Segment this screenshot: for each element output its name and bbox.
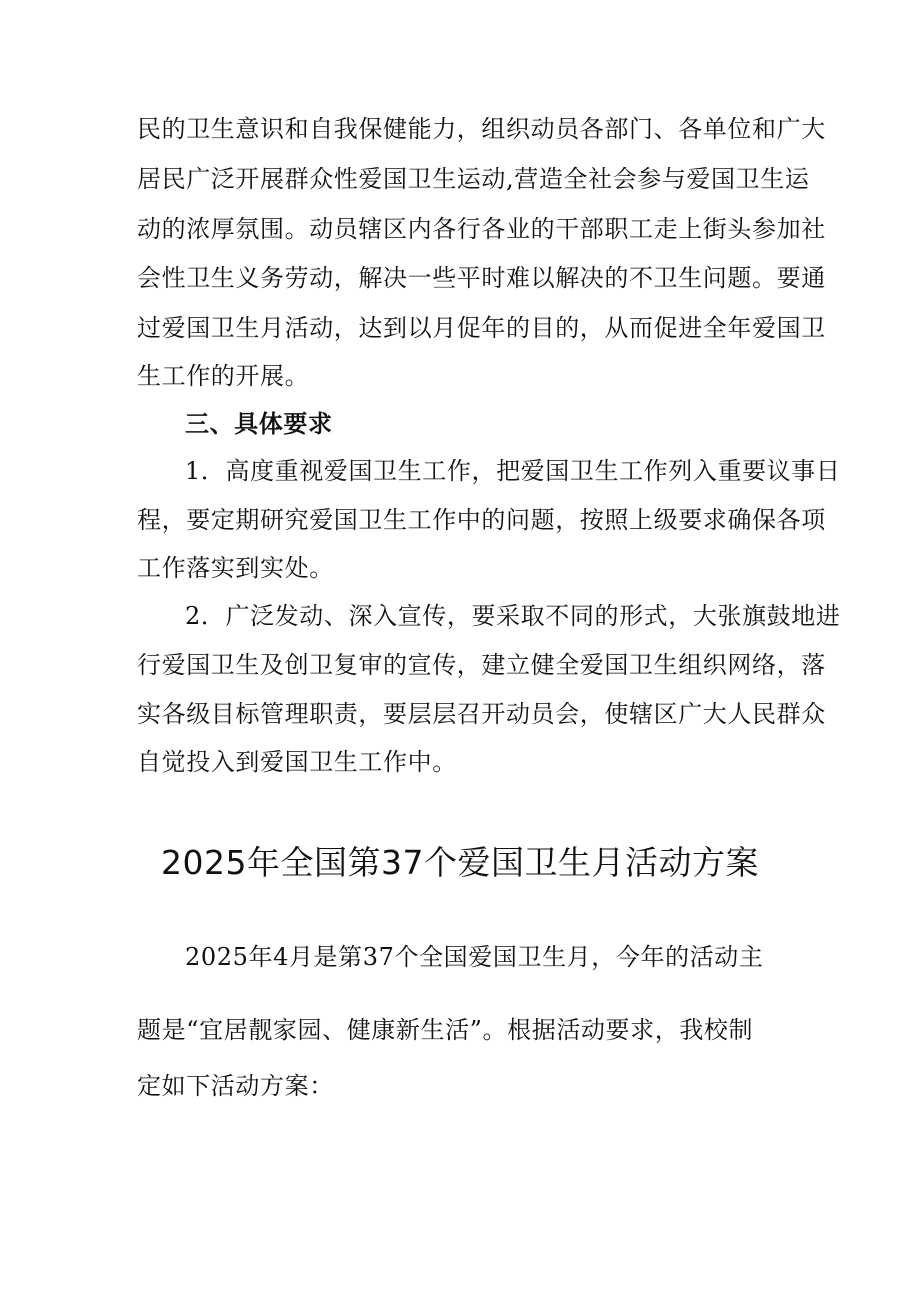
paragraph-line: 定如下活动方案： (137, 1072, 334, 1100)
paragraph-line: 题是“宜居靓家园、健康新生活”。根据活动要求，我校制 (137, 1016, 754, 1044)
paragraph-line: 2．广泛发动、深入宣传，要采取不同的形式，大张旗鼓地进 (185, 602, 841, 630)
paragraph-line: 工作落实到实处。 (137, 554, 334, 582)
paragraph-line: 民的卫生意识和自我保健能力，组织动员各部门、各单位和广大 (137, 115, 826, 143)
paragraph-line: 1．高度重视爱国卫生工作，把爱国卫生工作列入重要议事日 (185, 457, 841, 485)
paragraph-line: 实各级目标管理职责，要层层召开动员会，使辖区广大人民群众 (137, 700, 826, 728)
paragraph-line: 居民广泛开展群众性爱国卫生运动,营造全社会参与爱国卫生运 (137, 165, 810, 193)
paragraph-line: 行爱国卫生及创卫复审的宣传，建立健全爱国卫生组织网络，落 (137, 651, 826, 679)
paragraph-line: 动的浓厚氛围。动员辖区内各行各业的干部职工走上街头参加社 (137, 215, 826, 243)
document-title: 2025年全国第37个爱国卫生月活动方案 (161, 843, 759, 882)
paragraph-line: 生工作的开展。 (137, 362, 310, 390)
section-heading: 三、具体要求 (185, 410, 333, 438)
paragraph-line: 会性卫生义务劳动，解决一些平时难以解决的不卫生问题。要通 (137, 264, 826, 292)
paragraph-line: 程，要定期研究爱国卫生工作中的问题，按照上级要求确保各项 (137, 506, 826, 534)
paragraph-line: 过爱国卫生月活动，达到以月促年的目的，从而促进全年爱国卫 (137, 314, 826, 342)
paragraph-line: 自觉投入到爱国卫生工作中。 (137, 748, 457, 776)
paragraph-line: 2025年4月是第37个全国爱国卫生月，今年的活动主 (185, 943, 764, 971)
